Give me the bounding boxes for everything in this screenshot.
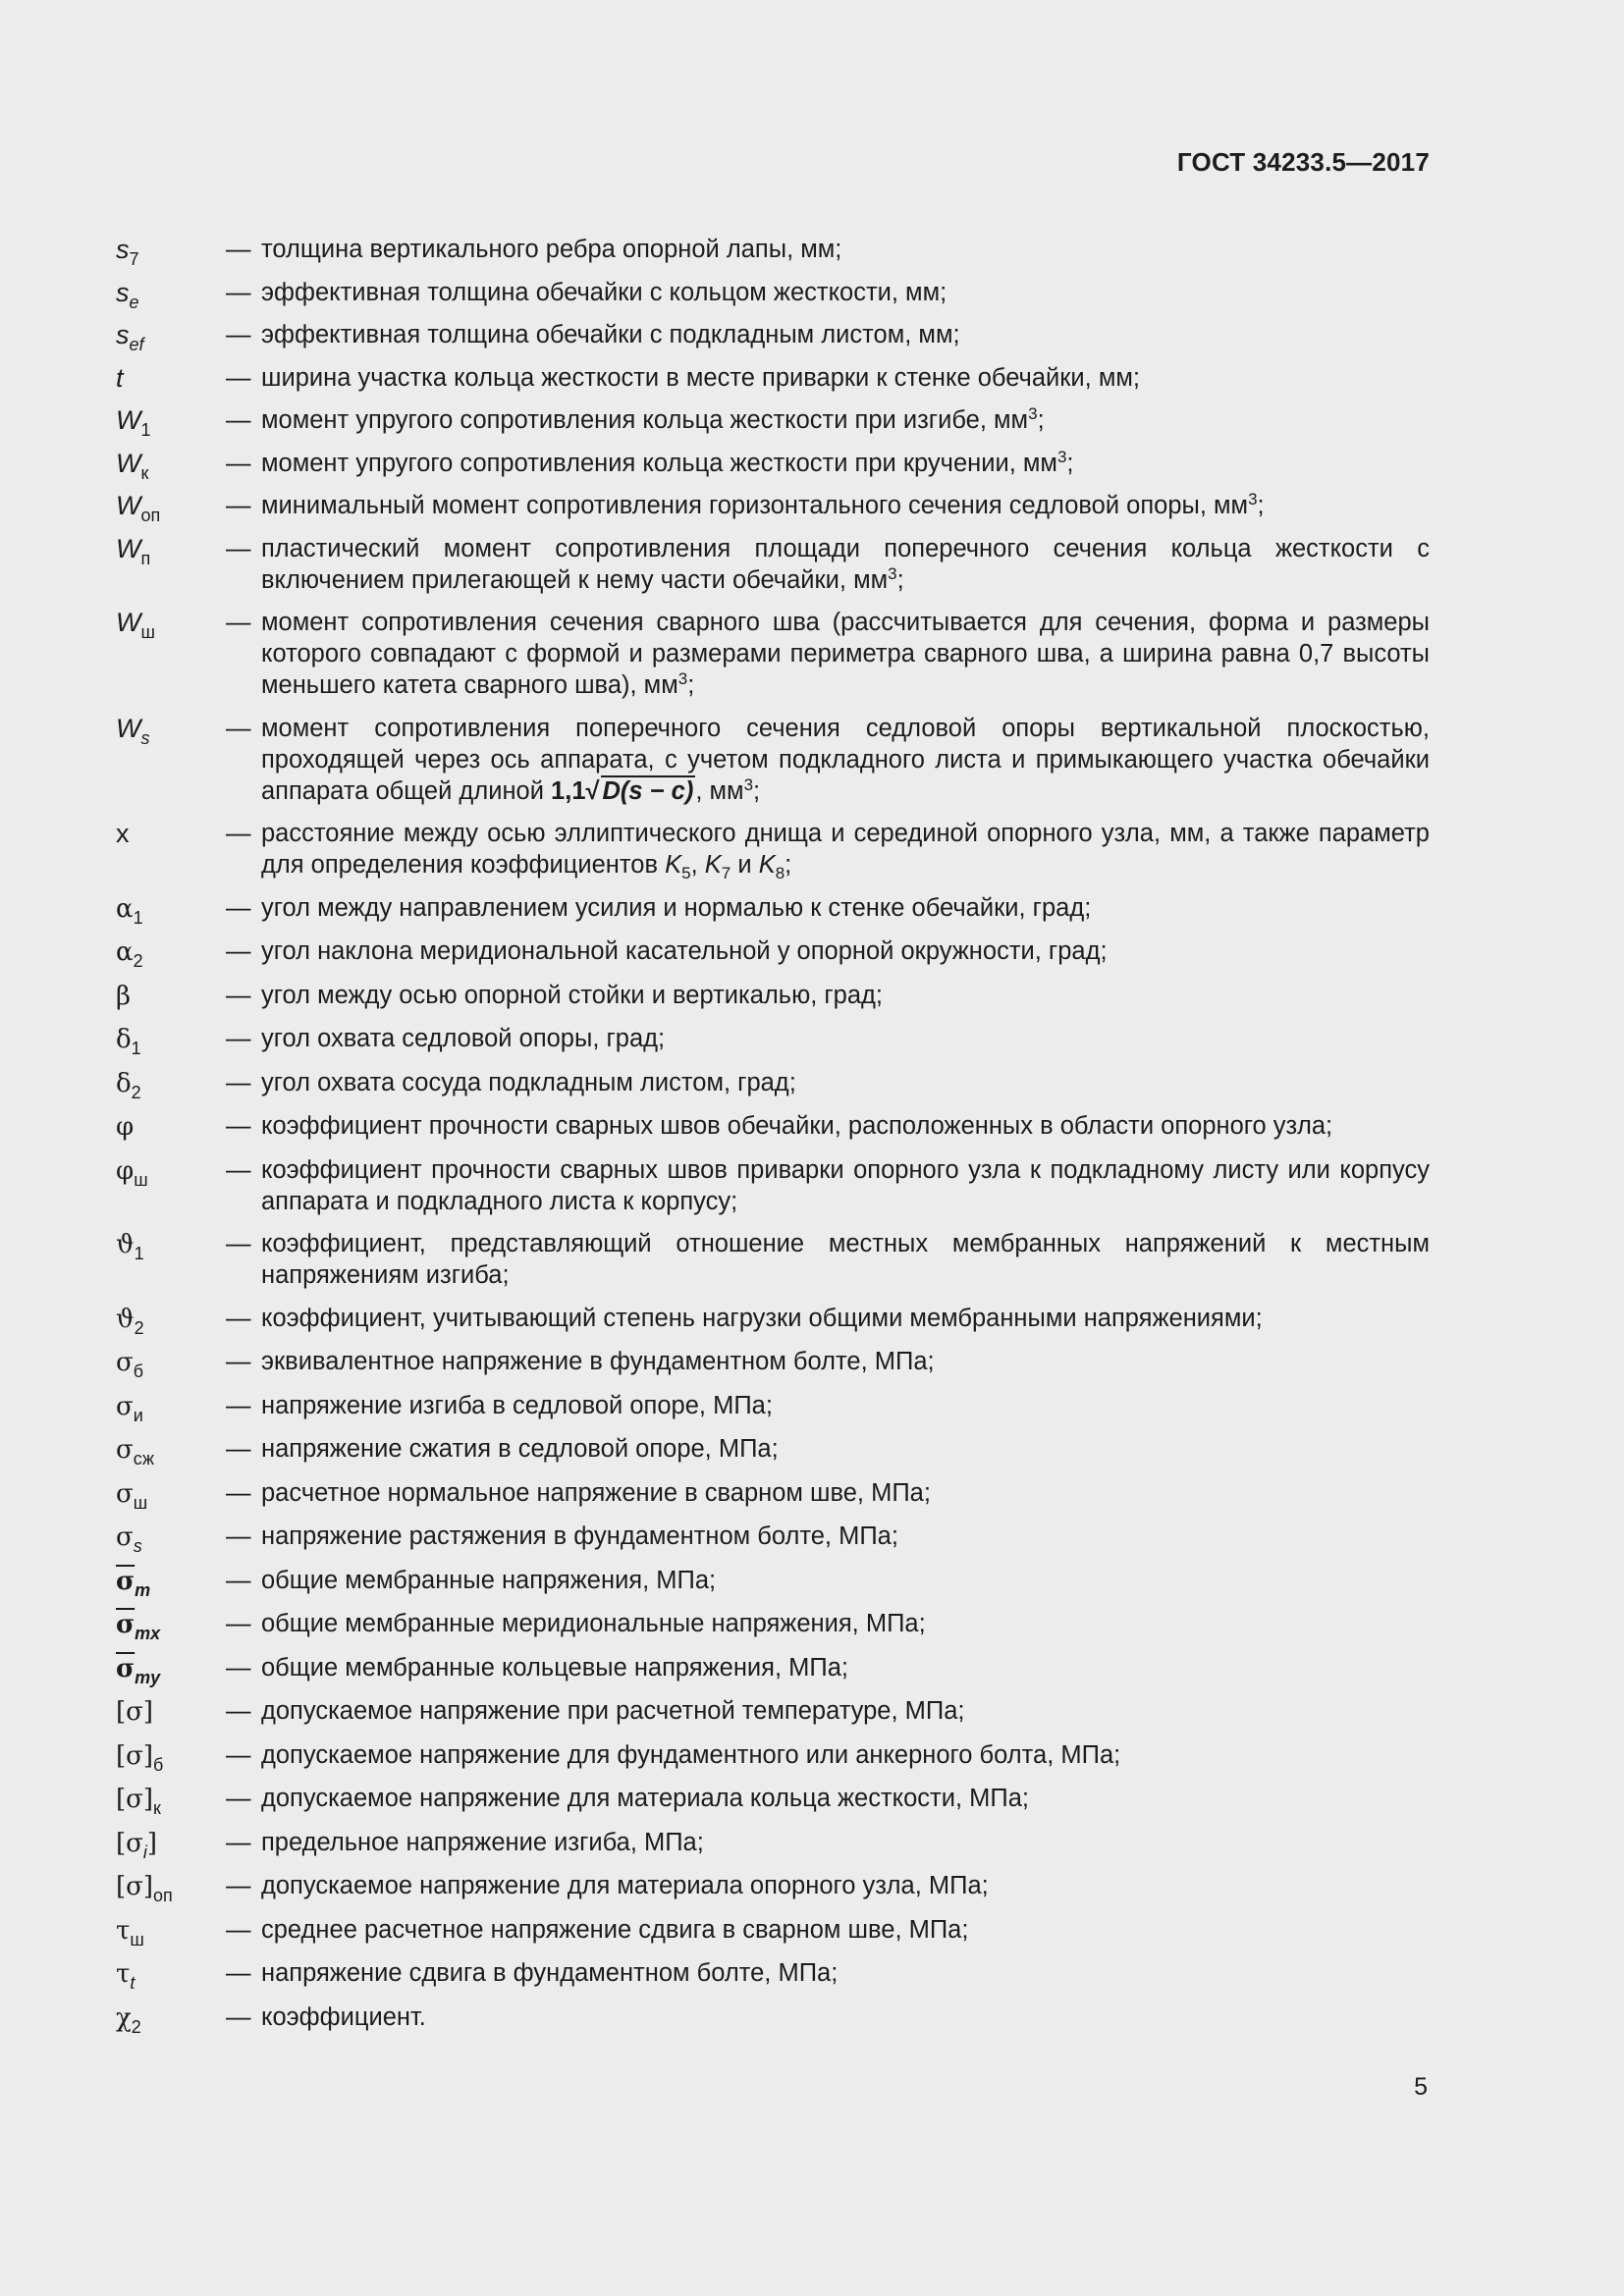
dash: — [226, 1566, 251, 1594]
symbol [116, 1957, 226, 1993]
definition-row [116, 818, 1430, 881]
definition-text: напряжение сдвига в фундаментном болте, МПа; [261, 1959, 839, 1987]
symbol-subscript: б [133, 1362, 144, 1381]
dash: — [226, 1391, 251, 1419]
definition-row [116, 1067, 1430, 1102]
definition-row [116, 533, 1430, 596]
dash: — [226, 321, 251, 348]
definition-text [261, 490, 1430, 521]
definition-text: угол наклона меридиональной касательной у опорной окружности, град; [261, 937, 1108, 965]
definition-text: эквивалентное напряжение в фундаментном болте, МПа; [261, 1348, 935, 1375]
symbol-base: x [116, 819, 130, 848]
symbol [116, 277, 226, 312]
symbol [116, 1695, 226, 1728]
symbol [116, 1303, 226, 1338]
definition-row [116, 1390, 1430, 1425]
symbol-base: σ [116, 1391, 134, 1421]
dash: — [226, 406, 251, 434]
definition-row [116, 1433, 1430, 1466]
symbol-base: s [116, 235, 130, 264]
definition-text: допускаемое напряжение для материала опорного узла, МПа; [261, 1872, 989, 1899]
definition-text: предельное напряжение изгиба, МПа; [261, 1828, 704, 1856]
dash: — [226, 1872, 251, 1899]
dash: — [226, 1915, 251, 1944]
symbol-base: χ [116, 2002, 132, 2033]
definition-text [261, 533, 1430, 596]
symbol-base: φ [116, 1155, 135, 1186]
symbol-base: W [116, 491, 141, 520]
symbol-subscript: ш [134, 1169, 148, 1190]
dash: — [226, 449, 251, 477]
symbol-base: σ [116, 1435, 134, 1465]
definition-main: пластический момент сопротивления площади поперечного сечения кольца жесткости с включением прилегающей к нему части обечайки, мм [261, 534, 1430, 594]
unit-exponent: 3 [677, 669, 688, 688]
symbol [116, 1827, 226, 1862]
symbol [116, 1652, 226, 1687]
symbol-subscript: 7 [129, 249, 139, 269]
definition-row [116, 1521, 1430, 1556]
dash: — [226, 1785, 251, 1812]
dash: — [226, 1610, 251, 1637]
definition-text: коэффициент прочности сварных швов обечайки, расположенных в области опорного узла; [261, 1112, 1333, 1140]
coefficient-k: K [704, 851, 722, 879]
definition-text: допускаемое напряжение для материала кольца жесткости, МПа; [261, 1785, 1029, 1812]
definition-text [261, 448, 1430, 479]
definition-text: общие мембранные кольцевые напряжения, МПа; [261, 1653, 848, 1682]
page-number: 5 [1414, 2073, 1428, 2101]
coefficient-k-subscript: 8 [775, 864, 785, 882]
definition-tail: ; [1257, 492, 1265, 519]
symbol-subscript: ш [140, 622, 155, 642]
definition-main: расстояние между осью эллиптического днища и серединой опорного узла, мм, а также параметр для определения коэффициентов [261, 820, 1430, 879]
definition-main: момент сопротивления сечения сварного шва (рассчитывается для сечения, форма и размеры которого совпадают с формой и размерами периметра сварного шва, а ширина равна 0,7 высоты меньшего катета сварного шва), мм [261, 609, 1430, 699]
symbol [116, 892, 226, 928]
conjunction: и [737, 851, 752, 879]
symbol [116, 1870, 226, 1905]
definition-text: напряжение изгиба в седловой опоре, МПа; [261, 1391, 773, 1419]
definition-row [116, 1739, 1430, 1775]
symbol [116, 1067, 226, 1102]
symbol [116, 533, 226, 568]
symbol-base: s [116, 320, 130, 349]
definition-row [116, 1565, 1430, 1600]
symbol-subscript: ef [129, 335, 144, 354]
dash: — [226, 2002, 251, 2031]
symbol-subscript: п [140, 548, 151, 568]
definition-tail: ; [1037, 406, 1045, 434]
unit-exponent: 3 [743, 774, 754, 794]
dash: — [226, 1740, 251, 1769]
symbol-subscript: i [142, 1842, 147, 1862]
definition-text: угол охвата сосуда подкладным листом, град; [261, 1068, 796, 1096]
dash: — [226, 1959, 251, 1987]
definition-row [116, 892, 1430, 928]
definition-unit: , мм [695, 776, 744, 805]
symbol-base: α [116, 893, 134, 924]
symbol-base: β [116, 981, 132, 1011]
definition-row [116, 1783, 1430, 1818]
definition-text: коэффициент, учитывающий степень нагрузки общими мембранными напряжениями; [261, 1304, 1263, 1332]
coefficient-k: K [758, 851, 776, 879]
symbol-subscript: m [135, 1579, 151, 1600]
symbol-subscript: к [140, 462, 149, 483]
dash: — [226, 1522, 251, 1550]
definition-text: угол между осью опорной стойки и вертикалью, град; [261, 981, 884, 1009]
dash: — [226, 820, 251, 847]
symbol-base: φ [116, 1112, 135, 1142]
symbol-base: σ [116, 1478, 134, 1509]
symbol-subscript: s [133, 1536, 142, 1556]
definition-row [116, 980, 1430, 1012]
definition-row [116, 319, 1430, 354]
definition-text: расстояние между осью эллиптического днища и серединой опорного узла, мм, а также параметр для определения коэффициентов $K_5$, $K_7$ и $K_8$; [261, 820, 1430, 882]
formula-coefficient: 1,1 [551, 776, 586, 805]
symbol-subscript: б [153, 1754, 164, 1775]
definition-tail: ; [753, 776, 761, 805]
definition-row [116, 1154, 1430, 1217]
formula-radicand: D(s − c) [602, 776, 694, 805]
symbol-definitions-list [116, 234, 1430, 2045]
definition-text: расчетное нормальное напряжение в сварном шве, МПа; [261, 1478, 931, 1507]
symbol [116, 935, 226, 971]
definition-row [116, 935, 1430, 971]
dash: — [226, 714, 251, 742]
symbol-base: $\overline{\sigma}$ [116, 1566, 135, 1596]
symbol-base: W [116, 713, 141, 743]
symbol [116, 1739, 226, 1775]
definition-text: общие мембранные напряжения, МПа; [261, 1566, 717, 1594]
symbol [116, 1346, 226, 1381]
symbol-subscript: my [135, 1667, 161, 1687]
symbol-base: [σ] [116, 1785, 154, 1814]
symbol-subscript: 1 [140, 420, 151, 440]
symbol-subscript: mx [135, 1624, 161, 1643]
symbol-base: τ [116, 1959, 131, 1989]
dash: — [226, 1435, 251, 1463]
dash: — [226, 981, 251, 1009]
symbol-subscript: 1 [131, 1039, 141, 1058]
symbol-base: [σ [116, 1828, 143, 1858]
dash: — [226, 1348, 251, 1375]
definition-main: момент сопротивления поперечного сечения седловой опоры вертикальной плоскостью, проходящей через ось аппарата, с учетом подкладного листа и примыкающего участка обечайки аппарата общей длиной [261, 714, 1430, 805]
unit-exponent: 3 [888, 563, 897, 583]
definition-row [116, 277, 1430, 312]
definition-row [116, 1477, 1430, 1513]
definition-text: эффективная толщина обечайки с подкладным листом, мм; [261, 321, 960, 348]
symbol-subscript: оп [153, 1886, 173, 1905]
symbol-subscript: 2 [134, 1317, 144, 1338]
unit-exponent: 3 [1248, 490, 1258, 508]
dash: — [226, 1112, 251, 1140]
symbol-bracket: ] [146, 1828, 158, 1858]
symbol-base: σ [116, 1522, 134, 1552]
definition-text: общие мембранные меридиональные напряжения, МПа; [261, 1610, 926, 1637]
dash: — [226, 278, 251, 306]
definition-row [116, 404, 1430, 440]
coefficient-k: K [665, 851, 682, 879]
symbol-base: δ [116, 1068, 132, 1098]
symbol-base: t [116, 362, 124, 393]
definition-row [116, 1957, 1430, 1993]
symbol-subscript: 2 [131, 2016, 141, 2037]
definition-tail: ; [785, 851, 792, 879]
symbol-base: W [116, 533, 141, 563]
definition-text: толщина вертикального ребра опорной лапы, мм; [261, 236, 842, 263]
symbol [116, 1521, 226, 1556]
symbol [116, 818, 226, 849]
symbol [116, 490, 226, 525]
symbol-subscript: 1 [133, 907, 143, 928]
definition-row [116, 1228, 1430, 1291]
dash: — [226, 1697, 251, 1725]
dash: — [226, 236, 251, 263]
definition-text: допускаемое напряжение при расчетной температуре, МПа; [261, 1697, 965, 1725]
dash: — [226, 1828, 251, 1856]
symbol [116, 713, 226, 748]
dash: — [226, 893, 251, 922]
dash: — [226, 937, 251, 965]
symbol-subscript: оп [140, 506, 161, 525]
definition-main: момент упругого сопротивления кольца жесткости при кручении, мм [261, 449, 1057, 477]
symbol [116, 1390, 226, 1425]
definition-row [116, 447, 1430, 483]
definition-row [116, 1652, 1430, 1687]
dash: — [226, 1478, 251, 1507]
dash: — [226, 609, 251, 636]
symbol-subscript: t [130, 1973, 135, 1993]
symbol-subscript: ш [130, 1929, 144, 1949]
definition-row [116, 1914, 1430, 1947]
symbol [116, 1154, 226, 1190]
definition-text: среднее расчетное напряжение сдвига в сварном шве, МПа; [261, 1915, 969, 1944]
dash: — [226, 363, 251, 392]
definition-text [261, 607, 1430, 701]
definition-text: коэффициент, представляющий отношение местных мембранных напряжений к местным напряжениям изгиба; [261, 1230, 1430, 1289]
symbol-base: W [116, 448, 141, 478]
symbol-subscript: e [129, 292, 139, 312]
dash: — [226, 1025, 251, 1052]
definition-main: момент упругого сопротивления кольца жесткости при изгибе, мм [261, 406, 1029, 434]
symbol-base: [σ] [116, 1697, 154, 1727]
symbol [116, 1565, 226, 1600]
symbol-subscript: 1 [134, 1244, 144, 1263]
definition-main: минимальный момент сопротивления горизонтального сечения седловой опоры, мм [261, 492, 1249, 519]
coefficient-k-subscript: 7 [721, 864, 731, 882]
symbol-base: [σ] [116, 1740, 154, 1771]
symbol [116, 1228, 226, 1263]
symbol-base: σ [116, 1348, 134, 1377]
definition-text: напряжение растяжения в фундаментном болте, МПа; [261, 1522, 898, 1550]
symbol-base: s [116, 277, 130, 307]
symbol [116, 362, 226, 394]
definition-text: допускаемое напряжение для фундаментного или анкерного болта, МПа; [261, 1740, 1121, 1769]
symbol-subscript: сж [133, 1449, 154, 1468]
definition-text: напряжение сжатия в седловой опоре, МПа; [261, 1435, 779, 1463]
dash: — [226, 1230, 251, 1257]
definition-text [261, 404, 1430, 436]
definition-text: коэффициент прочности сварных швов приварки опорного узла к подкладному листу или корпусу аппарата и подкладного листа к корпусу; [261, 1155, 1430, 1215]
dash: — [226, 492, 251, 519]
symbol-subscript: 2 [133, 951, 143, 971]
definition-row [116, 1870, 1430, 1905]
coefficient-k-subscript: 5 [681, 864, 691, 882]
definition-row [116, 2002, 1430, 2037]
symbol [116, 1608, 226, 1643]
definition-row [116, 1608, 1430, 1643]
symbol [116, 980, 226, 1012]
definition-row [116, 362, 1430, 394]
definition-row [116, 1695, 1430, 1728]
length-formula: 1,1√ D(s − c) [551, 776, 694, 805]
symbol [116, 1023, 226, 1058]
symbol [116, 1433, 226, 1466]
definition-row [116, 713, 1430, 807]
symbol-base: τ [116, 1915, 131, 1946]
symbol [116, 319, 226, 354]
definition-text: коэффициент. [261, 2002, 426, 2031]
definition-row [116, 1346, 1430, 1381]
symbol [116, 1783, 226, 1818]
definition-tail: ; [687, 671, 695, 699]
definition-text [261, 713, 1430, 807]
definition-row [116, 1023, 1430, 1058]
symbol [116, 607, 226, 642]
symbol [116, 1477, 226, 1513]
definition-row [116, 607, 1430, 701]
definition-row [116, 1110, 1430, 1143]
symbol-base: $\overline{\sigma}$ [116, 1653, 135, 1683]
symbol [116, 448, 226, 483]
symbol [116, 404, 226, 440]
symbol-base: W [116, 608, 141, 637]
symbol-subscript: s [140, 727, 150, 748]
standard-header: ГОСТ 34233.5—2017 [1176, 147, 1430, 177]
symbol-base: ϑ [116, 1304, 135, 1334]
symbol-base: δ [116, 1025, 132, 1054]
definition-text: угол между направлением усилия и нормалью к стенке обечайки, град; [261, 893, 1092, 922]
symbol-base: $\overline{\sigma}$ [116, 1610, 135, 1639]
definition-row [116, 1303, 1430, 1338]
symbol-base: ϑ [116, 1230, 135, 1259]
dash: — [226, 1155, 251, 1184]
dash: — [226, 1653, 251, 1682]
symbol-subscript: 2 [131, 1082, 141, 1102]
symbol-base: [σ] [116, 1872, 154, 1901]
symbol-base: W [116, 405, 141, 435]
dash: — [226, 1304, 251, 1332]
definition-text: угол охвата седловой опоры, град; [261, 1025, 666, 1052]
symbol-subscript: и [133, 1405, 143, 1425]
symbol-base: α [116, 937, 134, 967]
dash: — [226, 1068, 251, 1096]
definition-text: эффективная толщина обечайки с кольцом жесткости, мм; [261, 278, 947, 306]
definition-row [116, 234, 1430, 269]
definition-tail: ; [896, 565, 904, 594]
symbol-subscript: к [153, 1798, 161, 1818]
dash: — [226, 534, 251, 562]
symbol [116, 2002, 226, 2037]
symbol [116, 1914, 226, 1947]
unit-exponent: 3 [1028, 404, 1038, 423]
definition-row [116, 490, 1430, 525]
definition-text: ширина участка кольца жесткости в месте приварки к стенке обечайки, мм; [261, 363, 1140, 392]
unit-exponent: 3 [1056, 447, 1067, 466]
symbol-subscript: ш [133, 1492, 148, 1513]
definition-row [116, 1827, 1430, 1862]
symbol [116, 234, 226, 269]
symbol [116, 1110, 226, 1143]
definition-tail: ; [1066, 449, 1074, 477]
